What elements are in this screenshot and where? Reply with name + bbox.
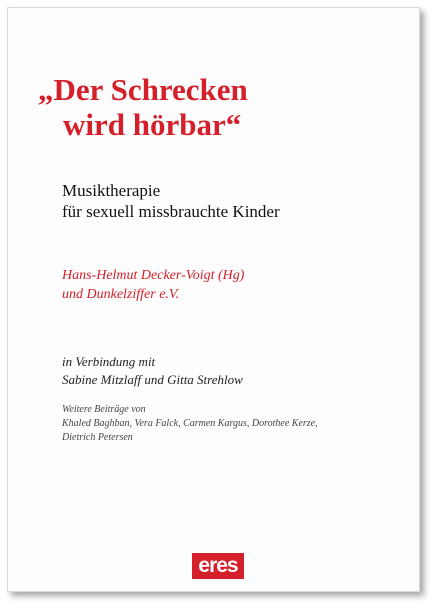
book-subtitle — [62, 180, 280, 222]
book-title — [38, 72, 248, 142]
contributors-line-2: Khaled Baghban, Vera Falck, Carmen Kargus, Dorothee Kerze, — [62, 418, 318, 429]
book-contributors — [62, 403, 402, 445]
subtitle-line-2: für sexuell missbrauchte Kinder — [62, 202, 280, 221]
title-line-1: „Der Schrecken — [38, 72, 248, 107]
cooperation-line-1: in Verbindung mit — [62, 354, 156, 369]
contributors-line-3: Dietrich Petersen — [62, 432, 133, 443]
publisher-logo: eres — [192, 553, 244, 579]
cooperation-line-2: Sabine Mitzlaff und Gitta Strehlow — [62, 372, 243, 387]
book-editors — [62, 266, 244, 304]
editors-line-1: Hans-Helmut Decker-Voigt (Hg) — [62, 268, 245, 283]
subtitle-line-1: Musiktherapie — [62, 181, 161, 200]
book-cover — [7, 7, 420, 592]
editors-line-2: und Dunkelziffer e.V. — [62, 287, 180, 302]
title-line-2: wird hörbar“ — [63, 107, 242, 142]
book-cooperation — [62, 353, 243, 389]
contributors-line-1: Weitere Beiträge von — [62, 404, 146, 415]
